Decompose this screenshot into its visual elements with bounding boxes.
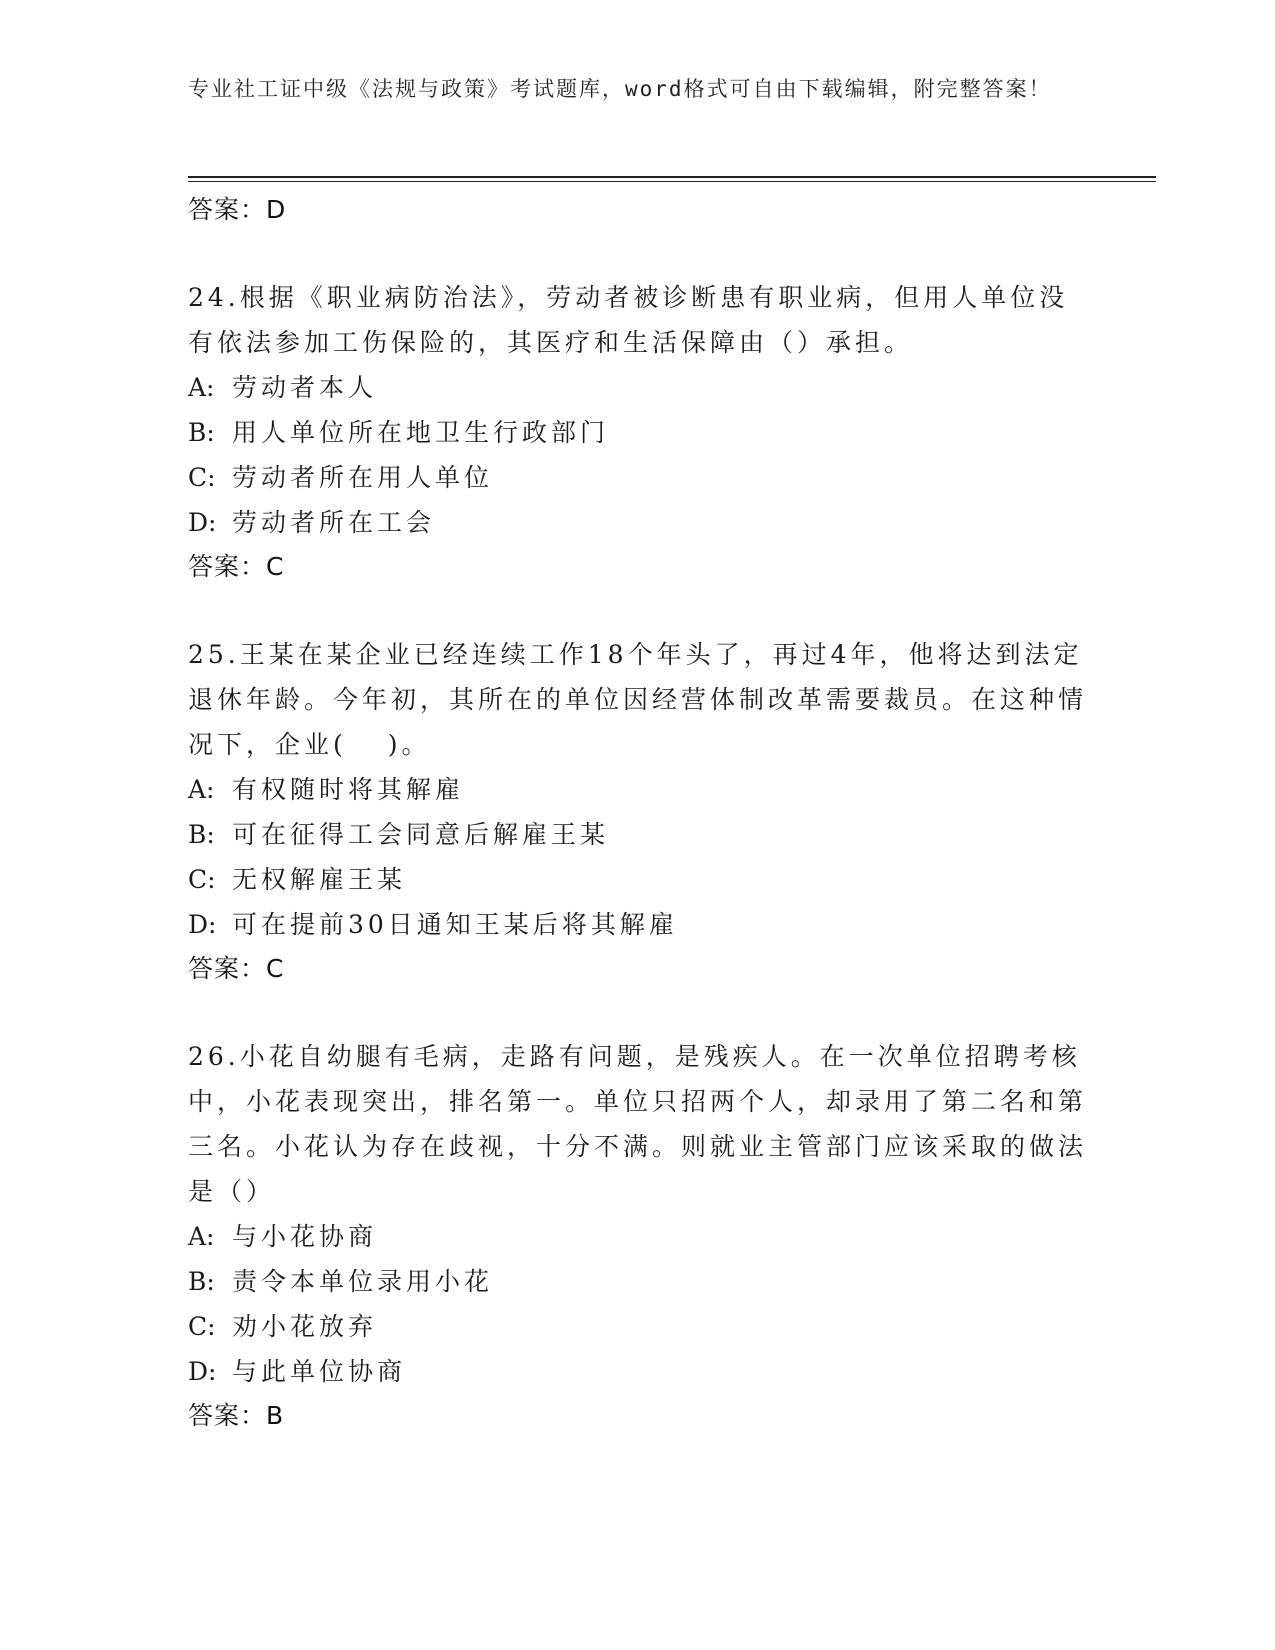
question-text: 24.根据《职业病防治法》，劳动者被诊断患有职业病，但用人单位没有依法参加工伤保险的，其医疗和生活保障由（）承担。 [188,283,1069,357]
header-divider-thin [188,181,1156,182]
option-key: D: [188,1357,217,1386]
answer-line: 答案：D [188,195,287,224]
option-c [188,857,1088,902]
option-key: D: [188,508,217,537]
document-content [188,188,1088,1438]
option-a [188,1214,1088,1259]
option-key: B: [188,820,215,849]
option-key: C: [188,1312,216,1341]
answer-line: 答案：C [188,552,285,581]
question-26 [188,1034,1088,1438]
option-b [188,812,1088,857]
option-d [188,1349,1088,1394]
option-text: 劝小花放弃 [232,1312,378,1341]
option-text: 劳动者所在工会 [232,508,436,537]
option-key: A: [188,1222,215,1251]
option-key: B: [188,418,215,447]
option-d [188,500,1088,545]
answer-line: 答案：B [188,1401,285,1430]
option-text: 劳动者本人 [232,373,378,402]
option-text: 劳动者所在用人单位 [232,463,494,492]
question-25 [188,632,1088,991]
option-text: 无权解雇王某 [232,865,407,894]
option-text: 可在提前30日通知王某后将其解雇 [232,910,678,939]
answer-line: 答案：C [188,954,285,983]
option-d [188,902,1088,947]
option-key: B: [188,1267,215,1296]
option-text: 有权随时将其解雇 [232,775,465,804]
document-header: 专业社工证中级《法规与政策》考试题库，word格式可自由下载编辑，附完整答案！ [188,77,1052,101]
option-a [188,365,1088,410]
option-a [188,767,1088,812]
option-key: C: [188,865,216,894]
option-c [188,455,1088,500]
option-c [188,1304,1088,1349]
option-key: A: [188,775,215,804]
question-text: 26.小花自幼腿有毛病，走路有问题，是残疾人。在一次单位招聘考核中，小花表现突出，排名第一。单位只招两个人，却录用了第二名和第三名。小花认为存在歧视，十分不满。则就业主管部门应该采取的做法是（） [188,1042,1088,1206]
option-key: C: [188,463,216,492]
question-text: 25.王某在某企业已经连续工作18个年头了，再过4年，他将达到法定退休年龄。今年初，其所在的单位因经营体制改革需要裁员。在这种情况下，企业( )。 [188,640,1088,759]
option-text: 用人单位所在地卫生行政部门 [232,418,610,447]
option-text: 与此单位协商 [232,1357,407,1386]
option-b [188,410,1088,455]
option-text: 责令本单位录用小花 [232,1267,494,1296]
option-text: 与小花协商 [232,1222,378,1251]
option-text: 可在征得工会同意后解雇王某 [232,820,610,849]
option-b [188,1259,1088,1304]
option-key: D: [188,910,217,939]
option-key: A: [188,373,215,402]
header-divider-thick [188,176,1156,178]
question-24 [188,275,1088,589]
